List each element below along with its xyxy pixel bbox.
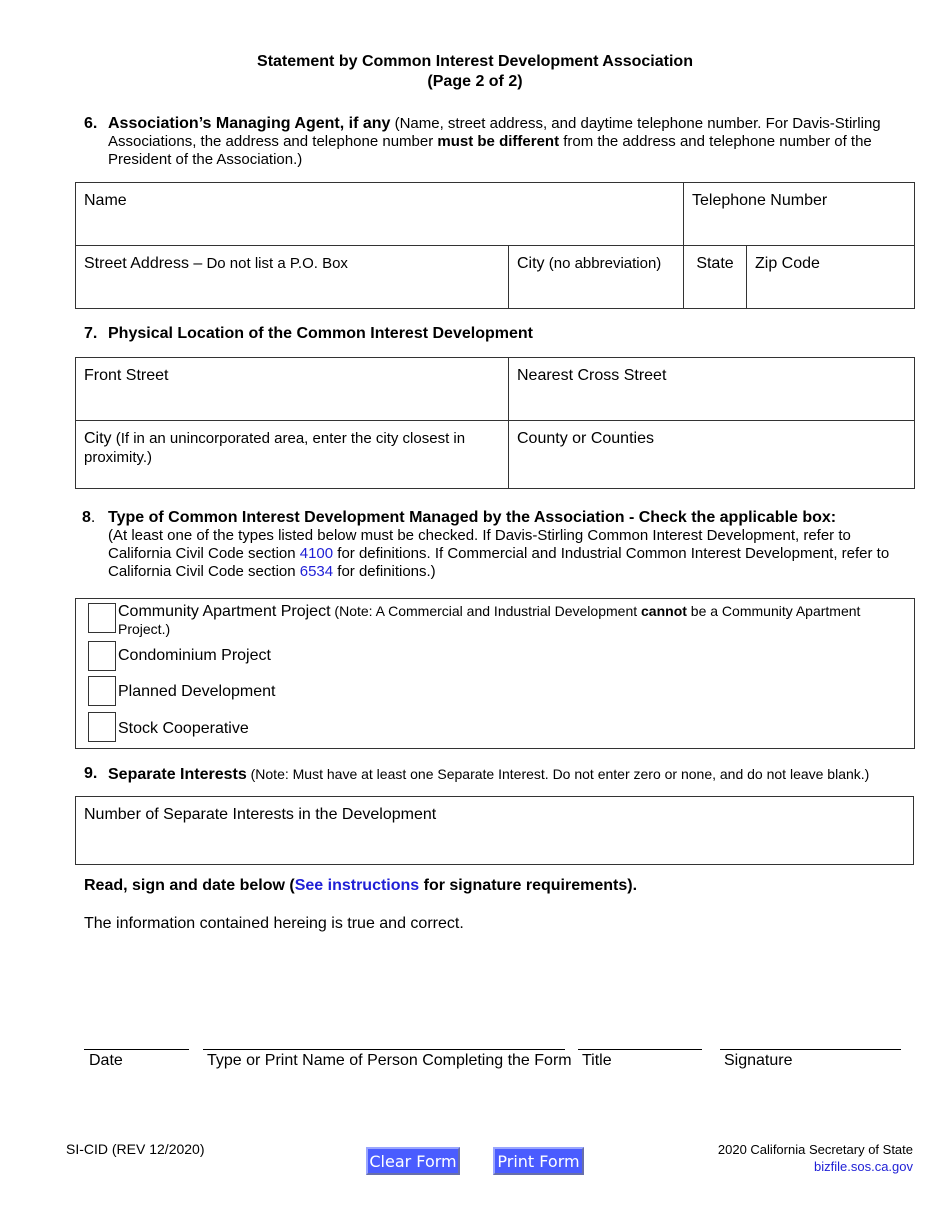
civil-code-6534-link[interactable]: 6534 — [299, 563, 334, 580]
community-apartment-checkbox[interactable] — [88, 603, 116, 633]
date-label: Date — [89, 1052, 123, 1069]
planned-development-label: Planned Development — [118, 683, 276, 700]
title-label: Title — [582, 1052, 612, 1069]
signature-instructions: Read, sign and date below (See instructions for signature requirements). — [84, 877, 638, 894]
signature-label: Signature — [724, 1052, 793, 1069]
clear-form-button[interactable]: Clear Form — [366, 1147, 460, 1175]
see-instructions-link[interactable]: See instructions — [294, 877, 420, 894]
condominium-checkbox[interactable] — [88, 641, 116, 671]
title-line[interactable] — [578, 1049, 702, 1050]
agent-city-field[interactable]: City (no abbreviation) — [509, 246, 684, 309]
name-label: Type or Print Name of Person Completing the Form — [207, 1052, 572, 1069]
location-city-field[interactable]: City (If in an unincorporated area, enter the city closest in proximity.) — [76, 421, 509, 489]
signature-line[interactable] — [720, 1049, 901, 1050]
physical-location-table — [75, 357, 915, 489]
civil-code-4100-link[interactable]: 4100 — [299, 545, 334, 562]
section-8-heading: 8. Type of Common Interest Development Managed by the Association - Check the applicable box: (At least one of the types listed below must be checked. If Davis-Stirling Common Interest Development, refer to California Civil Code section 4100 for definitions. If Commercial and Industrial Common Interest Development, refer to California Civil Code section 6534 for definitions.) — [82, 509, 890, 580]
footer-credit: 2020 California Secretary of State bizfile.sos.ca.gov — [640, 1141, 913, 1175]
county-field[interactable]: County or Counties — [509, 421, 915, 489]
separate-interests-field[interactable]: Number of Separate Interests in the Development — [76, 797, 914, 865]
print-form-button[interactable]: Print Form — [493, 1147, 584, 1175]
agent-name-field[interactable]: Name — [76, 183, 684, 246]
development-type-options — [75, 598, 915, 749]
agent-state-field[interactable]: State — [684, 246, 747, 309]
agent-telephone-field[interactable]: Telephone Number — [684, 183, 915, 246]
cross-street-field[interactable]: Nearest Cross Street — [509, 358, 915, 421]
section-7-heading: 7. Physical Location of the Common Interest Development — [84, 325, 533, 342]
managing-agent-table — [75, 182, 915, 309]
stock-cooperative-label: Stock Cooperative — [118, 720, 249, 737]
condominium-label: Condominium Project — [118, 647, 271, 664]
bizfile-link[interactable]: bizfile.sos.ca.gov — [814, 1159, 913, 1174]
separate-interests-table — [75, 796, 914, 865]
form-id: SI-CID (REV 12/2020) — [66, 1141, 205, 1157]
planned-development-checkbox[interactable] — [88, 676, 116, 706]
name-line[interactable] — [203, 1049, 565, 1050]
stock-cooperative-checkbox[interactable] — [88, 712, 116, 742]
section-6-heading: 6. Association’s Managing Agent, if any (Name, street address, and daytime telephone number. For Davis-Stirling Associations, the address and telephone number must be different from the address and telephone number of the President of the Association.) — [84, 115, 881, 168]
date-line[interactable] — [84, 1049, 189, 1050]
page-title: Statement by Common Interest Development Association (Page 2 of 2) — [257, 53, 693, 90]
front-street-field[interactable]: Front Street — [76, 358, 509, 421]
section-9-heading: 9. Separate Interests (Note: Must have at least one Separate Interest. Do not enter zero or none, and do not leave blank.) — [84, 765, 870, 783]
community-apartment-label: Community Apartment Project (Note: A Commercial and Industrial Development cannot be a Community Apartment Project.) — [118, 603, 861, 637]
agent-zip-field[interactable]: Zip Code — [747, 246, 915, 309]
certification-statement: The information contained hereing is true and correct. — [84, 915, 464, 932]
agent-street-field[interactable]: Street Address – Do not list a P.O. Box — [76, 246, 509, 309]
